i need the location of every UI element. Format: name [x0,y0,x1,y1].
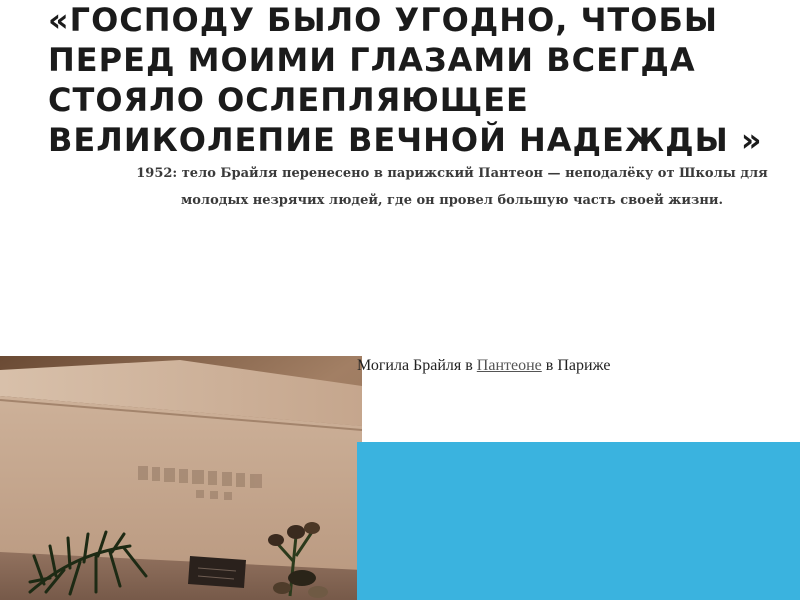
photo-caption-suffix: в Париже [541,357,611,374]
photo-caption [357,356,611,376]
slide-title: «ГОСПОДУ БЫЛО УГОДНО, ЧТОБЫ ПЕРЕД МОИМИ ГЛАЗАМИ ВСЕГДА СТОЯЛО ОСЛЕПЛЯЮЩЕЕ ВЕЛИКОЛЕПИЕ ВЕЧНОЙ НАДЕЖДЫ » [48,1,763,159]
photo-caption-prefix: Могила Брайля в [357,357,477,374]
tomb-photo [0,356,362,600]
slide-caption: 1952: тело Брайля перенесено в парижский Пантеон — неподалёку от Школы для молодых незрячих людей, где он провел большую часть своей жизни. [136,166,768,208]
accent-block [357,442,800,600]
tomb-photo-image [0,356,362,600]
pantheon-link[interactable]: Пантеоне [476,357,542,374]
